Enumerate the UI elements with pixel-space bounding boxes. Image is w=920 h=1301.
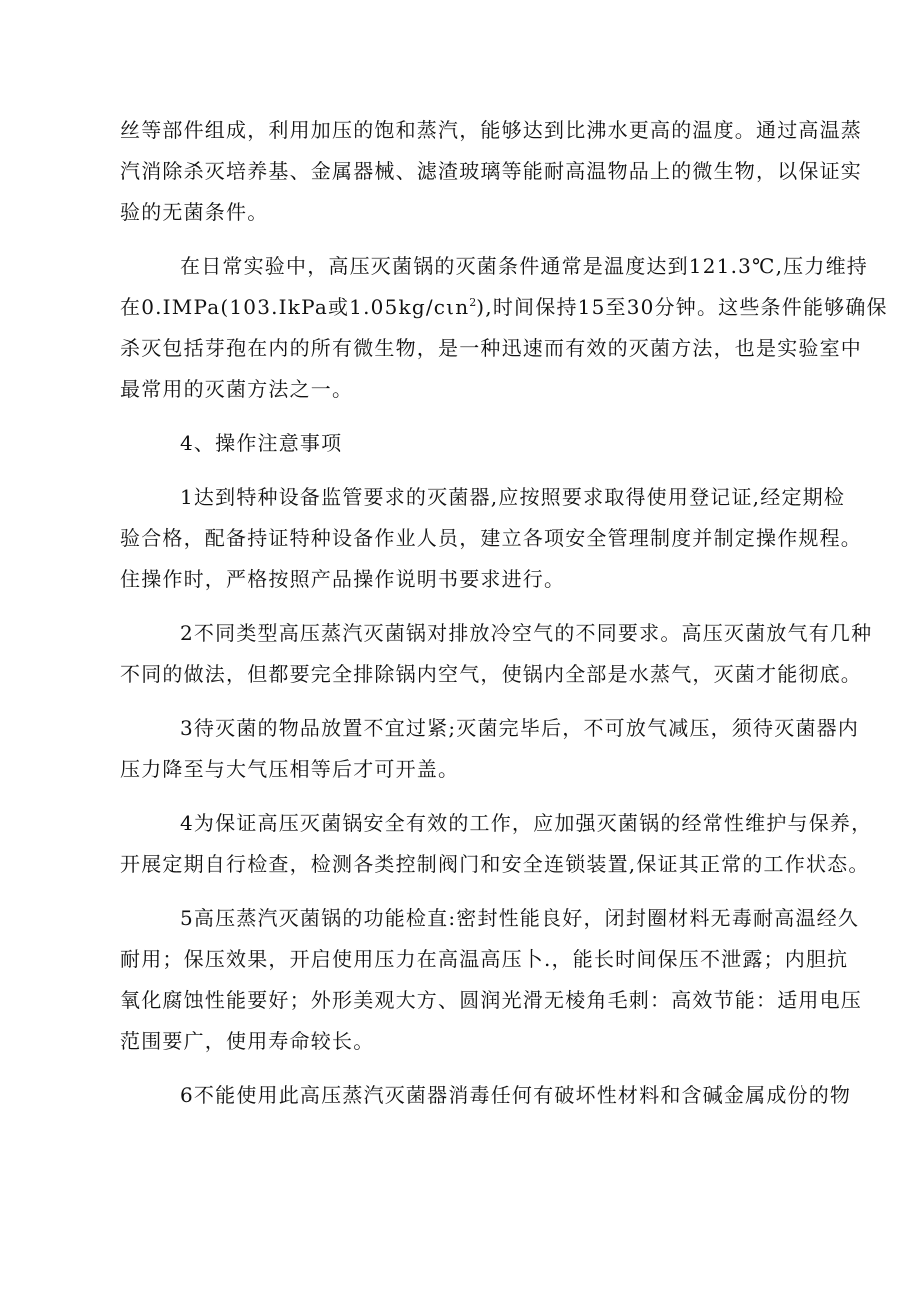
list-item-2 [120, 613, 873, 695]
text-line: 1达到特种设备监管要求的灭菌器,应按照要求取得使用登记证,经定期检 [180, 485, 846, 509]
list-item-1 [120, 477, 862, 600]
text-line: 氧化腐蚀性能要好；外形美观大方、圆润光滑无棱角毛刺：高效节能：适用电压 [120, 988, 862, 1012]
text-line: 范围要广，使用寿命较长。 [120, 1029, 375, 1053]
text-line: 最常用的灭菌方法之一。 [120, 377, 354, 401]
text-line: 6不能使用此高压蒸汽灭菌器消毒任何有破坏性材料和含碱金属成份的物 [180, 1083, 852, 1107]
text-line: 在日常实验中，高压灭菌锅的灭菌条件通常是温度达到121.3℃,压力维持 [180, 254, 868, 278]
text-line: 4为保证高压灭菌锅安全有效的工作，应加强灭菌锅的经常性维护与保养， [180, 811, 873, 835]
text-line-with-superscript [120, 287, 888, 328]
list-item-3 [120, 708, 860, 790]
document-body [120, 110, 888, 1116]
text-line: 验合格，配备持证特种设备作业人员，建立各项安全管理制度并制定操作规程。 [120, 526, 862, 550]
list-item-4 [120, 803, 873, 885]
text-fragment: 在0.IMPa(103.IkPa或1.05kg/cιn [120, 295, 470, 319]
list-item-6 [120, 1075, 852, 1116]
section-heading: 4、操作注意事项 [180, 431, 343, 455]
text-line: 3待灭菌的物品放置不宜过紧;灭菌完毕后，不可放气减压，须待灭菌器内 [180, 716, 860, 740]
text-line: 5高压蒸汽灭菌锅的功能检直:密封性能良好，闭封圈材料无毒耐高温经久 [180, 906, 860, 930]
text-line: 验的无菌条件。 [120, 200, 269, 224]
text-line: 2不同类型高压蒸汽灭菌锅对排放冷空气的不同要求。高压灭菌放气有几种 [180, 621, 873, 645]
section-heading-operation-notes [120, 423, 810, 464]
superscript: 2 [469, 296, 477, 309]
text-line: 汽消除杀灭培养基、金属器械、滤渣玻璃等能耐高温物品上的微生物，以保证实 [120, 159, 862, 183]
list-item-5 [120, 898, 862, 1062]
text-fragment: ),时间保持15至30分钟。这些条件能够确保 [476, 295, 888, 319]
text-line: 不同的做法，但都要完全排除锅内空气，使锅内全部是水蒸气，灭菌才能彻底。 [120, 662, 862, 686]
text-line: 开展定期自行检查，检测各类控制阀门和安全连锁装置,保证其正常的工作状态。 [120, 852, 870, 876]
paragraph-sterilizer-description [120, 110, 862, 233]
text-line: 住操作时，严格按照产品操作说明书要求进行。 [120, 567, 566, 591]
paragraph-sterilization-conditions [120, 246, 888, 410]
text-line: 杀灭包括芽孢在内的所有微生物，是一种迅速而有效的灭菌方法，也是实验室中 [120, 336, 862, 360]
text-line: 压力降至与大气压相等后才可开盖。 [120, 757, 460, 781]
text-line: 耐用；保压效果，开启使用压力在高温高压卜.，能长时间保压不泄露；内胆抗 [120, 947, 849, 971]
text-line: 丝等部件组成，利用加压的饱和蒸汽，能够达到比沸水更高的温度。通过高温蒸 [120, 118, 862, 142]
